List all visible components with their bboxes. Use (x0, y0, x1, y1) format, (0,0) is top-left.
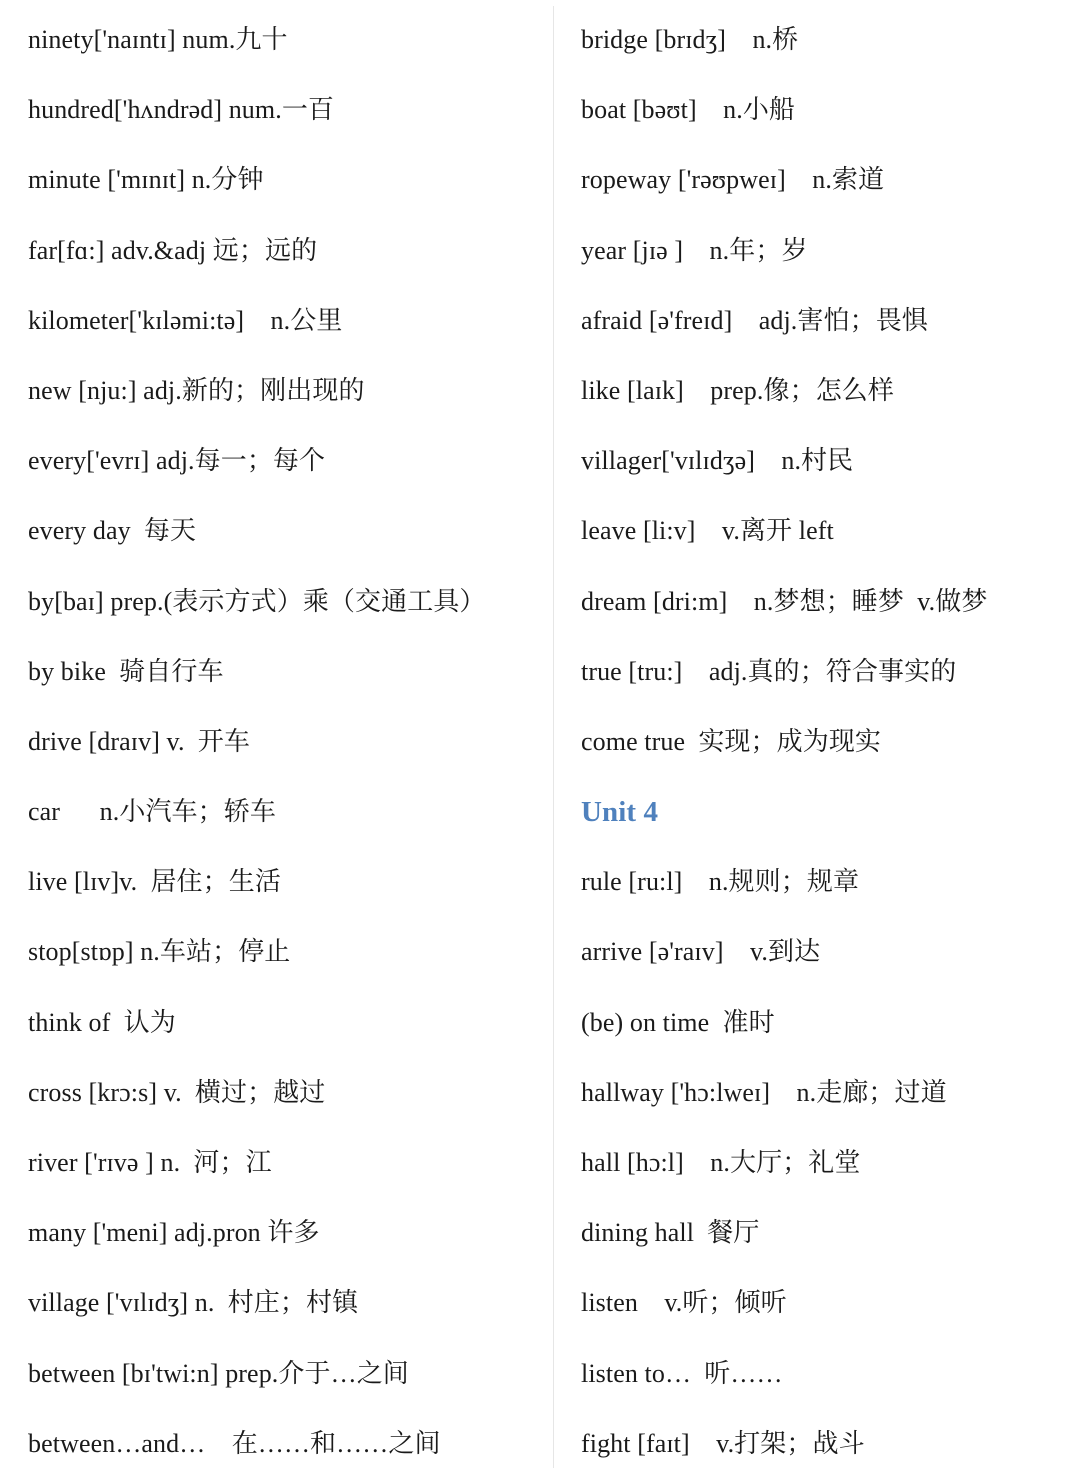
vocab-entry: come true 实现；成为现实 (581, 726, 882, 756)
vocab-entry: boat [bəʊt] n.小船 (581, 95, 796, 125)
vocab-entry: drive [draɪv] v. 开车 (28, 726, 250, 756)
vocab-entry: new [nju:] adj.新的；刚出现的 (28, 375, 365, 405)
vocab-entry: every day 每天 (28, 516, 197, 546)
vocab-entry: hall [hɔ:l] n.大厅；礼堂 (581, 1148, 861, 1177)
vocab-entry: dining hall 餐厅 (581, 1218, 760, 1248)
vocab-entry: ropeway ['rəʊpweɪ] n.索道 (581, 165, 885, 195)
vocab-entry: cross [krɔ:s] v. 横过；越过 (28, 1077, 326, 1107)
vocab-entry: river ['rɪvə ] n. 河；江 (28, 1148, 272, 1177)
vocab-entry: afraid [ə'freɪd] adj.害怕；畏惧 (581, 305, 928, 335)
vocab-entry: ninety['naɪntɪ] num.九十 (28, 25, 288, 54)
vocab-entry: car n.小汽车；轿车 (28, 797, 276, 827)
vocab-entry: by[baɪ] prep.(表示方式）乘（交通工具） (28, 586, 486, 616)
vocab-entry: listen to… 听…… (581, 1358, 783, 1388)
vocab-entry: leave [li:v] v.离开 left (581, 516, 834, 546)
vocab-entry: between [bɪ'twi:n] prep.介于…之间 (28, 1358, 409, 1388)
left-vocabulary-column (28, 5, 558, 1479)
vocab-entry: kilometer['kɪləmi:tə] n.公里 (28, 305, 343, 335)
vocab-entry: by bike 骑自行车 (28, 656, 224, 686)
vocab-entry: year [jɪə ] n.年；岁 (581, 235, 808, 265)
vocab-entry: live [lɪv]v. 居住；生活 (28, 867, 281, 897)
vocab-entry: village ['vɪlɪdʒ] n. 村庄；村镇 (28, 1288, 359, 1318)
vocab-entry: between…and… 在……和……之间 (28, 1428, 441, 1458)
vocab-entry: arrive [ə'raɪv] v.到达 (581, 937, 821, 967)
vocab-entry: like [laɪk] prep.像；怎么样 (581, 375, 894, 405)
vocab-entry: many ['meni] adj.pron 许多 (28, 1218, 320, 1248)
right-vocabulary-column (581, 5, 1080, 1479)
vocab-entry: dream [dri:m] n.梦想；睡梦 v.做梦 (581, 586, 988, 616)
vocab-entry: bridge [brɪdʒ] n.桥 (581, 25, 799, 54)
vocab-entry: listen v.听；倾听 (581, 1288, 787, 1318)
vocab-entry: fight [faɪt] v.打架；战斗 (581, 1428, 865, 1458)
vocab-entry: every['evrɪ] adj.每一；每个 (28, 446, 326, 476)
unit-heading: Unit 4 (581, 796, 659, 829)
vocab-entry: think of 认为 (28, 1007, 176, 1037)
vocab-entry: rule [ru:l] n.规则；规章 (581, 867, 860, 897)
vocab-entry: true [tru:] adj.真的；符合事实的 (581, 656, 957, 686)
column-divider (553, 6, 554, 1468)
vocab-entry: far[fɑ:] adv.&adj 远；远的 (28, 235, 318, 265)
vocab-entry: villager['vɪlɪdʒə] n.村民 (581, 446, 854, 476)
vocab-entry: (be) on time 准时 (581, 1007, 775, 1037)
vocab-entry: minute ['mɪnɪt] n.分钟 (28, 165, 264, 195)
vocab-entry: hundred['hʌndrəd] num.一百 (28, 95, 335, 125)
vocab-entry: stop[stɒp] n.车站；停止 (28, 937, 291, 967)
vocab-entry: hallway ['hɔ:lweɪ] n.走廊；过道 (581, 1077, 947, 1107)
